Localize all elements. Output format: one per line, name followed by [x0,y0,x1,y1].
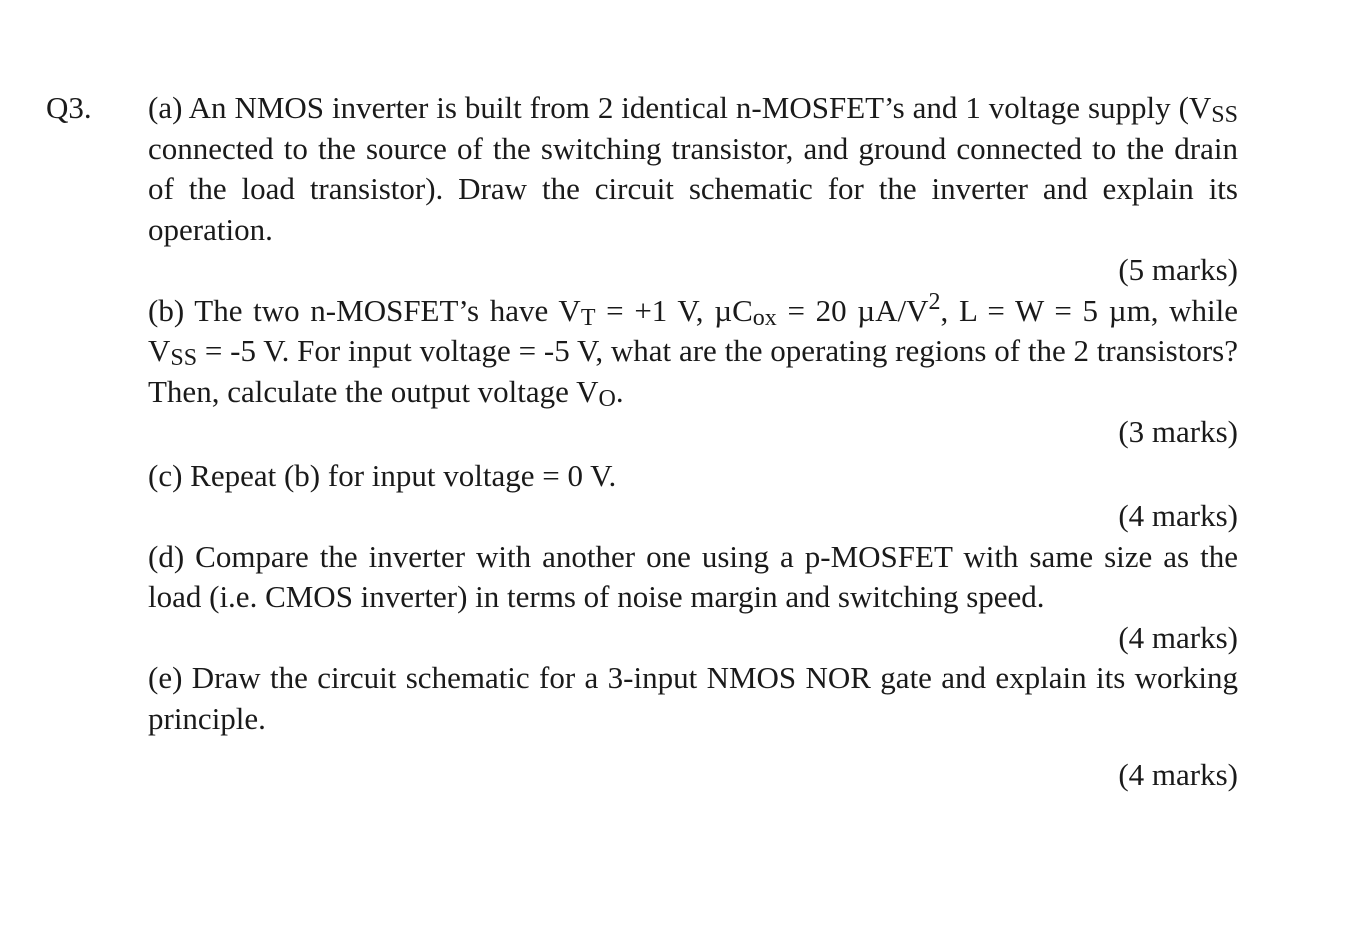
part-b-seg-2: = +1 V, µC [595,292,753,328]
part-a-marks: (5 marks) [1118,252,1238,287]
part-c-marks: (4 marks) [1118,498,1238,533]
question-number: Q3. [46,90,92,125]
part-b-seg-4: , L = W = 5 µm, while V [148,292,1239,368]
part-e-marks: (4 marks) [1118,757,1238,792]
part-c-text: (c) Repeat (b) for input voltage = 0 V. [148,457,617,493]
part-b-sup-2: 2 [928,288,941,315]
part-b-marks: (3 marks) [1118,414,1238,449]
part-b-seg-3: = 20 µA/V [776,292,929,328]
part-b-seg-1: (b) The two n-MOSFET’s have V [148,292,581,328]
part-d-marks: (4 marks) [1118,619,1238,655]
part-b-sub-t: T [580,304,596,331]
part-b-seg-6: . [615,373,624,409]
part-b-sub-ox: ox [752,304,777,331]
part-a-text-2: connected to the source of the switching transistor, and ground connected to the drain of the load transistor). Draw the circuit schematic for the inverter and explain its operation. [148,130,1238,247]
question-body [148,88,1238,796]
part-d-text: (d) Compare the inverter with another one using a p-MOSFET with same size as the load (i.e. CMOS inverter) in terms of noise margin and switching speed. [148,538,1238,614]
part-b-seg-5: = -5 V. For input voltage = -5 V, what are the operating regions of the 2 transistors? Then, calculate the output voltage V [148,333,1238,409]
part-b-sub-ss: SS [170,345,198,371]
part-b-sub-o: O [598,385,616,412]
part-a-sub-ss: SS [1211,102,1238,128]
part-e-text: (e) Draw the circuit schematic for a 3-input NMOS NOR gate and explain its working principle. [148,660,1238,736]
part-a-text-1: (a) An NMOS inverter is built from 2 identical n-MOSFET’s and 1 voltage supply (V [148,90,1212,125]
part-b-text [148,288,1239,413]
part-a-text [148,88,1238,250]
